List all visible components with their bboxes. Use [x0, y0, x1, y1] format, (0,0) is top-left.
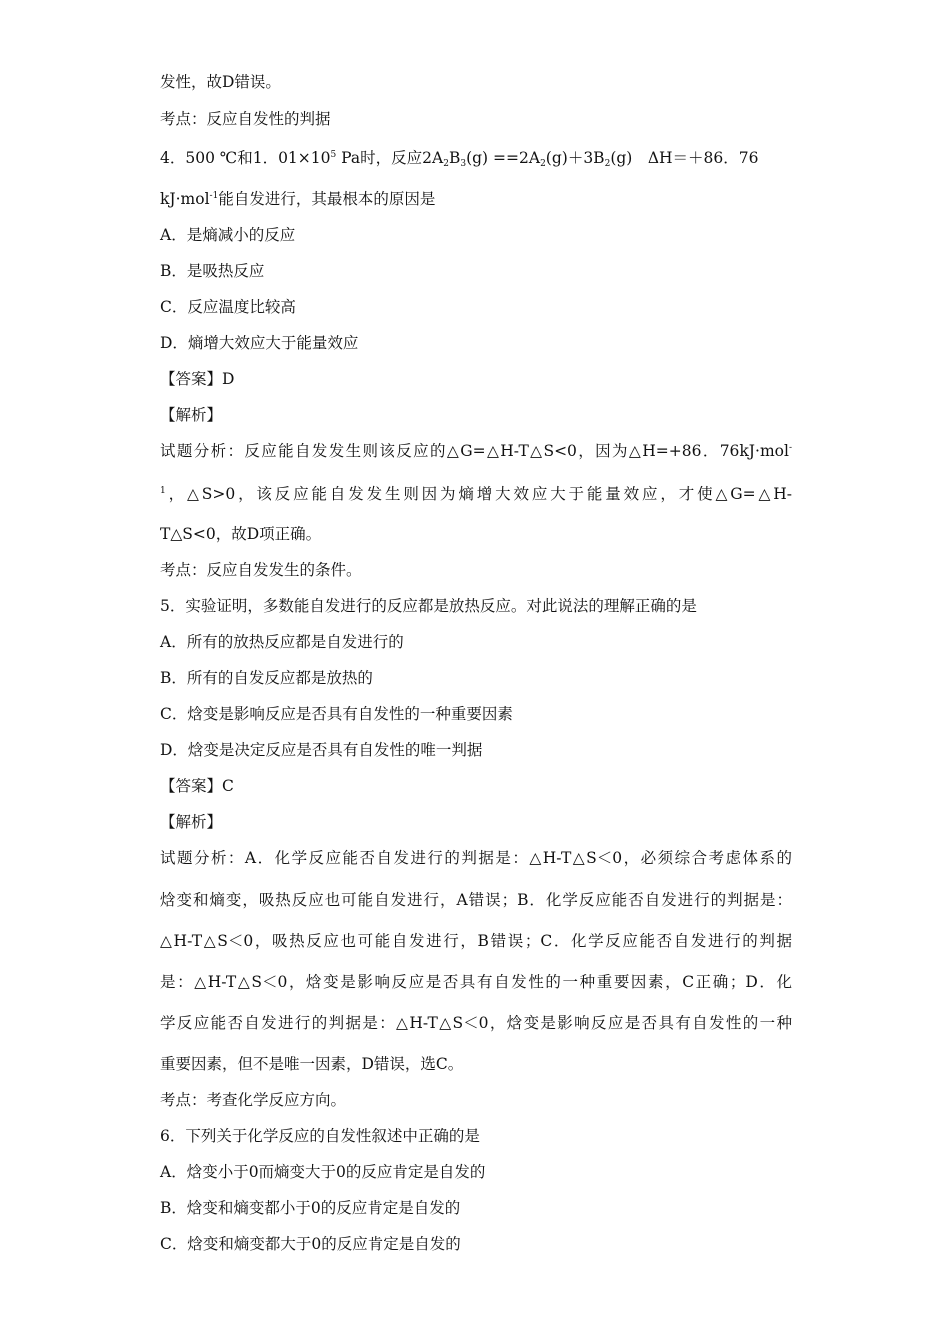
analysis-line: 试题分析：A．化学反应能否自发进行的判据是：△H-T△S＜0，必须综合考虑体系的	[160, 849, 792, 867]
analysis-line: T△S<0，故D项正确。	[160, 525, 322, 543]
option-a: A．是熵减小的反应	[160, 226, 296, 244]
option-a: A．焓变小于0而熵变大于0的反应肯定是自发的	[160, 1163, 486, 1181]
option-c: C．反应温度比较高	[160, 298, 296, 316]
analysis-label: 【解析】	[160, 406, 223, 424]
key-point: 考点：考查化学反应方向。	[160, 1091, 347, 1109]
answer-label: 【答案】C	[160, 777, 234, 795]
option-b: B．是吸热反应	[160, 262, 265, 280]
key-point: 考点：反应自发发生的条件。	[160, 561, 362, 579]
text-line: 发性，故D错误。	[160, 73, 281, 91]
question-4-stem-line1: 4．500 ℃和1．$01\times 10^5$ Pa时，反应$2A_2B_3(g) ==2A_2(g)+3B_2(g)$ ΔH＝＋86．76	[160, 149, 759, 169]
question-5-stem: 5．实验证明，多数能自发进行的反应都是放热反应。对此说法的理解正确的是	[160, 597, 697, 615]
analysis-line: △H-T△S＜0，吸热反应也可能自发进行，B错误；C．化学反应能否自发进行的判据	[160, 932, 792, 950]
option-c: C．焓变是影响反应是否具有自发性的一种重要因素	[160, 705, 513, 723]
answer-label: 【答案】D	[160, 370, 235, 388]
option-d: D．熵增大效应大于能量效应	[160, 334, 359, 352]
option-d: D．焓变是决定反应是否具有自发性的唯一判据	[160, 741, 483, 759]
text-line: 考点：反应自发性的判据	[160, 110, 331, 128]
analysis-line: 焓变和熵变，吸热反应也可能自发进行，A错误；B．化学反应能否自发进行的判据是：	[160, 891, 792, 909]
option-b: B．焓变和熵变都小于0的反应肯定是自发的	[160, 1199, 461, 1217]
analysis-line: 重要因素，但不是唯一因素，D错误，选C。	[160, 1055, 464, 1073]
question-6-stem: 6．下列关于化学反应的自发性叙述中正确的是	[160, 1127, 480, 1145]
analysis-line: 学反应能否自发进行的判据是：△H-T△S＜0，焓变是影响反应是否具有自发性的一种	[160, 1014, 792, 1032]
analysis-line: 是：△H-T△S＜0，焓变是影响反应是否具有自发性的一种重要因素，C正确；D．化	[160, 973, 792, 991]
option-c: C．焓变和熵变都大于0的反应肯定是自发的	[160, 1235, 461, 1253]
analysis-label: 【解析】	[160, 813, 223, 831]
analysis-line: 试题分析：反应能自发发生则该反应的△G=△H-T△S<0，因为△H=+86．76kJ·mol-	[160, 442, 792, 460]
option-b: B．所有的自发反应都是放热的	[160, 669, 373, 687]
question-4-stem-line2: kJ·mol$^{-1}$能自发进行，其最根本的原因是	[160, 190, 436, 208]
option-a: A．所有的放热反应都是自发进行的	[160, 633, 404, 651]
analysis-line: $^1$，△S>0，该反应能自发发生则因为熵增大效应大于能量效应，才使△G=△H-	[160, 485, 792, 503]
